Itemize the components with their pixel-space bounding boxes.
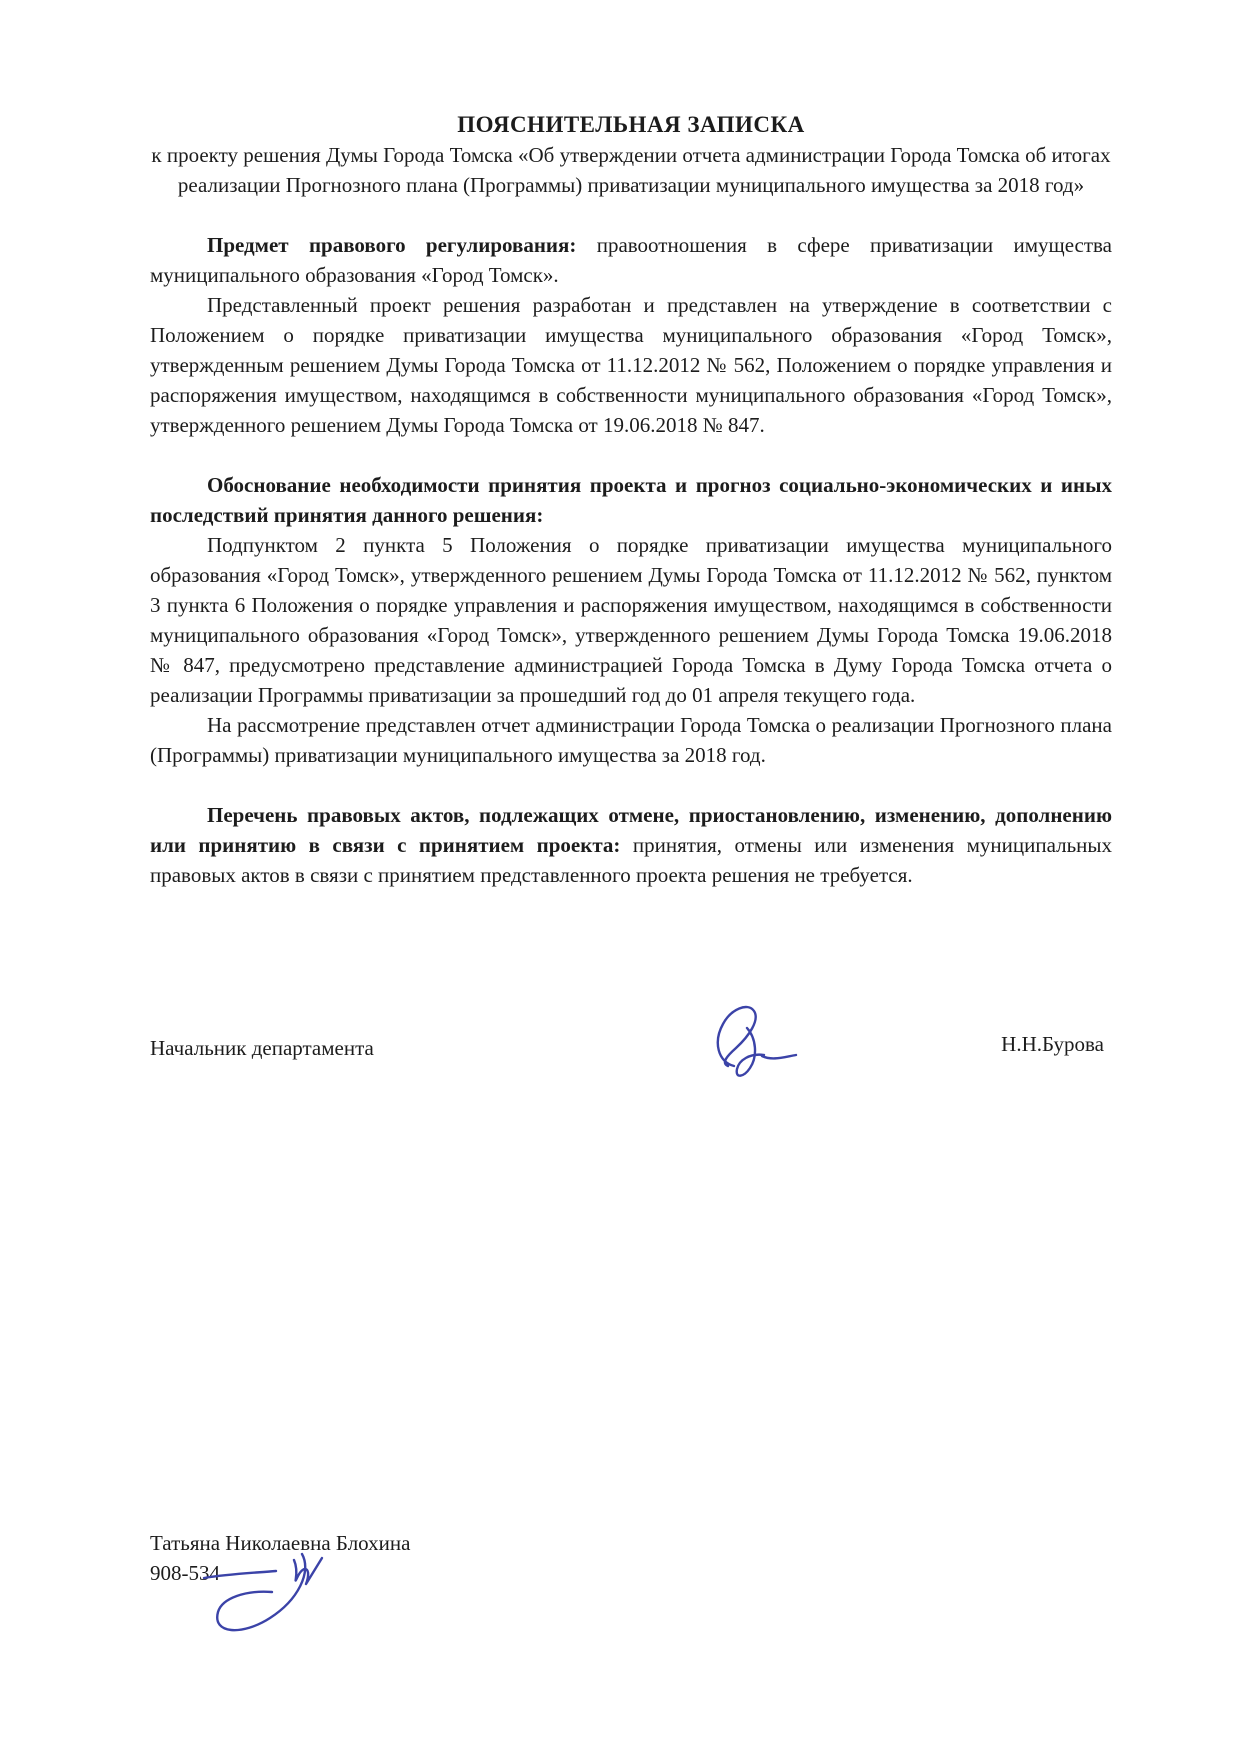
signer-position: Начальник департамента (150, 1036, 374, 1060)
document-subtitle: к проекту решения Думы Города Томска «Об утверждении отчета администрации Города Томска об итогах реализации Прогнозного плана (Программы) приватизации муниципального имущества за 2018 год» (151, 143, 1111, 197)
document-title: ПОЯСНИТЕЛЬНАЯ ЗАПИСКА (457, 112, 805, 137)
paragraph-subject (150, 230, 1112, 290)
signature-ink-icon (690, 1000, 820, 1090)
paragraph-acts (150, 800, 1112, 890)
executor-block (150, 1528, 410, 1588)
executor-name: Татьяна Николаевна Блохина (150, 1531, 411, 1555)
executor-signature-ink-icon (202, 1548, 372, 1658)
acts-heading: Перечень правовых актов, подлежащих отмене, приостановлению, изменению, дополнению или принятию в связи с принятием проекта: (150, 803, 1112, 857)
paragraph-justification-heading (150, 470, 1112, 530)
document-content (150, 110, 1112, 1088)
subject-text: правоотношения в сфере приватизации имущества муниципального образования «Город Томск». (150, 233, 1112, 287)
executor-phone: 908-534 (150, 1561, 220, 1585)
subject-heading: Предмет правового регулирования: (207, 233, 577, 257)
acts-text: принятия, отмены или изменения муниципальных правовых актов в связи с принятием представленного проекта решения не требуется. (150, 833, 1113, 887)
signer-name: Н.Н.Бурова (1001, 1032, 1104, 1056)
justification-heading: Обоснование необходимости принятия проекта и прогноз социально-экономических и иных последствий принятия данного решения: (150, 473, 1112, 527)
paragraph-basis: Представленный проект решения разработан и представлен на утверждение в соответствии с Положением о порядке приватизации имущества муниципального образования «Город Томск», утвержденным решением Думы Города Томска от 11.12.2012 № 562, Положением о порядке управления и распоряжения имуществом, находящимся в собственности муниципального образования «Город Томск», утвержденного решением Думы Города Томска от 19.06.2018 № 847. (150, 293, 1112, 437)
paragraph-justification-2: На рассмотрение представлен отчет администрации Города Томска о реализации Прогнозного плана (Программы) приватизации муниципального имущества за 2018 год. (150, 713, 1112, 767)
signature-row (150, 1008, 1112, 1088)
paragraph-justification-1: Подпунктом 2 пункта 5 Положения о порядке приватизации имущества муниципального образования «Город Томск», утвержденного решением Думы Города Томска от 11.12.2012 № 562, пунктом 3 пункта 6 Положения о порядке управления и распоряжения имуществом, находящимся в собственности муниципального образования «Город Томск», утвержденного решением Думы Города Томска 19.06.2018 № 847, предусмотрено представление администрацией Города Томска в Думу Города Томска отчета о реализации Программы приватизации за прошедший год до 01 апреля текущего года. (150, 533, 1112, 707)
